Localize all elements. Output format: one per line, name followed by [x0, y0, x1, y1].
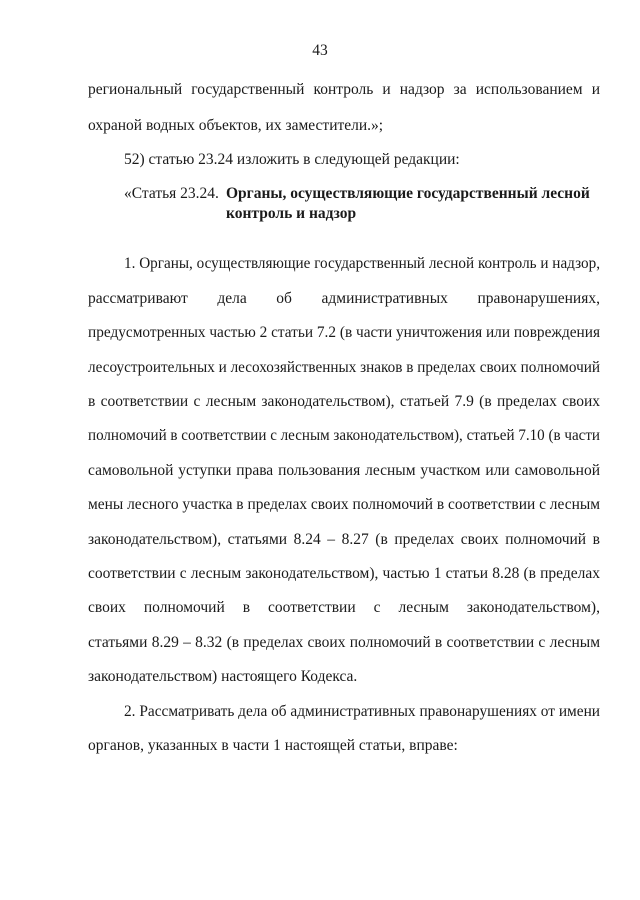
paragraph-1-line-11 [88, 598, 600, 618]
paragraph-1-line-10: соответствии с лесным законодательством), частью 1 статьи 8.28 (в пределах [88, 565, 600, 582]
article-title-line-2: контроль и надзор [226, 205, 357, 222]
paragraph-1-line-9: законодательством), статьями 8.24 – 8.27 (в пределах своих полномочий в [88, 531, 600, 548]
article-title-line-1: Органы, осуществляющие государственный лесной [226, 185, 590, 202]
intro-line-1 [88, 80, 600, 100]
word: за [453, 81, 467, 98]
item-52: 52) статью 23.24 изложить в следующей редакции: [124, 151, 460, 168]
word: региональный [88, 81, 183, 98]
article-title [226, 184, 606, 224]
paragraph-1-line-8: мены лесного участка в пределах своих полномочий в соответствии с лесным [88, 496, 600, 513]
word: административных [321, 290, 448, 307]
word: дела [217, 290, 247, 307]
paragraph-2-line-2: органов, указанных в части 1 настоящей статьи, вправе: [88, 737, 458, 754]
word: и [591, 81, 600, 98]
word: в [242, 599, 251, 616]
word: об [276, 290, 292, 307]
paragraph-1-line-3: предусмотренных частью 2 статьи 7.2 (в части уничтожения или повреждения [88, 324, 601, 341]
intro-line-2: охраной водных объектов, их заместители.»; [88, 117, 384, 134]
word: правонарушениях, [477, 290, 600, 307]
paragraph-1-line-2 [88, 289, 600, 309]
word: законодательством), [466, 599, 600, 616]
word: надзор [399, 81, 445, 98]
paragraph-1-line-12: статьями 8.29 – 8.32 (в пределах своих полномочий в соответствии с лесным [88, 634, 601, 651]
word: с [373, 599, 381, 616]
page-number: 43 [312, 42, 328, 59]
word: соответствии [268, 599, 356, 616]
paragraph-1-line-4: лесоустроительных и лесохозяйственных знаков в пределах своих полномочий [88, 359, 600, 376]
article-number: «Статья 23.24. [124, 185, 219, 202]
word: своих [88, 599, 126, 616]
word: лесным [398, 599, 449, 616]
paragraph-1-line-6: полномочий в соответствии с лесным законодательством), статьей 7.10 (в части [88, 427, 600, 444]
paragraph-2-line-1: 2. Рассматривать дела об административных правонарушениях от имени [124, 703, 600, 720]
paragraph-1-line-5: в соответствии с лесным законодательством), статьей 7.9 (в пределах своих [88, 393, 601, 410]
word: полномочий [143, 599, 225, 616]
paragraph-1-line-13: законодательством) настоящего Кодекса. [88, 668, 358, 685]
paragraph-1-line-1: 1. Органы, осуществляющие государственный лесной контроль и надзор, [124, 255, 601, 272]
paragraph-1-line-7: самовольной уступки права пользования лесным участком или самовольной [88, 462, 601, 479]
word: рассматривают [88, 290, 188, 307]
word: использованием [475, 81, 583, 98]
word: государственный [191, 81, 305, 98]
word: контроль [313, 81, 374, 98]
word: и [382, 81, 391, 98]
